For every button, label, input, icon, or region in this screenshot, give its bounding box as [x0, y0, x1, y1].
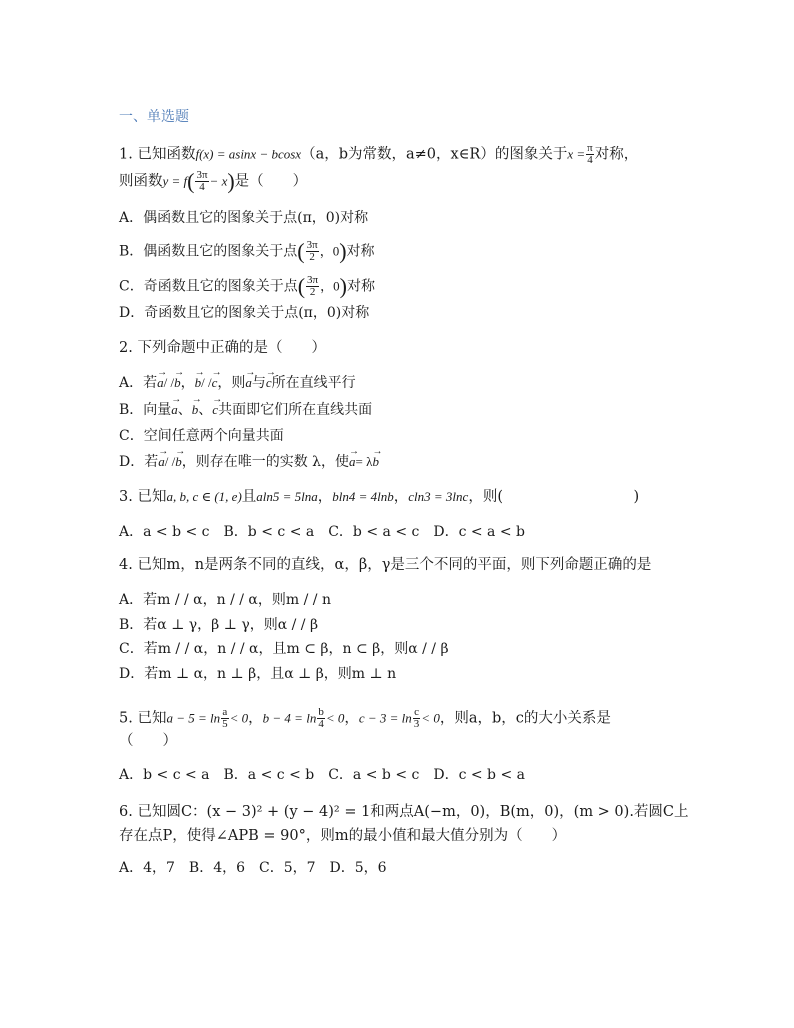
question-2-stem: 2. 下列命题中正确的是（ ） — [119, 340, 326, 356]
math-fraction: $\frac{b}{4}$ — [318, 706, 324, 730]
question-3-stem: 3. 已知a, b, c ∈ (1, e)且aln5 = 5lna，bln4 = 4lnb，cln3 = 3lnc，则( ) — [119, 489, 640, 505]
q2-option-d: D．若→ a/ /→ b，则存在唯一的实数 λ，使→ a= λ→ b — [119, 451, 379, 473]
question-text: 已知函数 — [137, 146, 196, 163]
q4-option-b: B．若α ⊥ γ，β ⊥ γ，则α / / β — [119, 617, 319, 633]
q1-option-d: D．奇函数且它的图象关于点(π，0)对称 — [119, 305, 370, 321]
q6-options: A．4，7 B．4，6 C．5，7 D．5，6 — [119, 860, 387, 876]
q4-option-a: A．若m / / α，n / / α，则m / / n — [119, 592, 331, 608]
q3-options: A．a < b < c B．b < c < a C．b < a < c D．c < a < b — [119, 524, 525, 540]
question-text: 对称， — [594, 146, 639, 163]
question-1-line-1 — [119, 143, 638, 166]
question-text: 则函数 — [119, 173, 163, 190]
q2-option-a: A．若→ a/ /→ b，→ b/ /→ c，则→ a与→ c所在直线平行 — [119, 372, 356, 394]
math-fraction: $\frac{c}{3}$ — [413, 706, 420, 730]
vector-c: → c — [212, 399, 218, 421]
math-fraction: $\frac{3\pi}{4}$ — [196, 169, 208, 193]
question-5-paren: （ ） — [119, 733, 177, 749]
q1-option-c: C．奇函数且它的图象关于点( $\frac{3\pi}{2}$ ，0)对称 — [119, 273, 375, 299]
question-number: 1. — [119, 146, 133, 163]
question-5-stem: 5. 已知a − 5 = ln $\frac{a}{5}$ < 0，b − 4 = ln $\frac{b}{4}$ < 0，c − 3 = ln $\frac{c}{3}$ < 0，则a，b，c的大小关系是 — [119, 706, 611, 730]
math-axis-lhs: x = — [567, 146, 586, 162]
vector-a: → a — [349, 451, 356, 473]
vector-b: → b — [192, 399, 199, 421]
math-y: y = f — [162, 173, 188, 189]
question-text: 的图象关于 — [494, 146, 568, 163]
math-fraction: $\frac{3\pi}{2}$ — [307, 274, 319, 298]
vector-b: → b — [175, 451, 182, 473]
vector-c: → c — [212, 372, 218, 394]
vector-a: → a — [245, 372, 252, 394]
vector-c: → c — [266, 372, 272, 394]
question-4-stem: 4. 已知m，n是两条不同的直线，α，β，γ是三个不同的平面，则下列命题正确的是 — [119, 557, 652, 573]
q1-option-a: A．偶函数且它的图象关于点(π，0)对称 — [119, 210, 369, 226]
q1-option-b: B．偶函数且它的图象关于点( $\frac{3\pi}{2}$ ，0)对称 — [119, 238, 375, 264]
math-function: f(x) = asinx − bcosx — [195, 146, 302, 162]
q4-option-d: D．若m ⊥ α，n ⊥ β，且α ⊥ β，则m ⊥ n — [119, 666, 397, 682]
q2-option-b: B．向量→ a、→ b、→ c共面即它们所在直线共面 — [119, 399, 372, 421]
question-1-line-2: 则函数y = f( $\frac{3\pi}{4}$ − x)是（ ） — [119, 168, 308, 194]
question-text: 是（ ） — [234, 173, 308, 190]
vector-a: → a — [171, 399, 178, 421]
math-fraction: $\frac{\pi}{4}$ — [587, 142, 593, 166]
vector-b: → b — [174, 372, 181, 394]
q2-option-c: C．空间任意两个向量共面 — [119, 428, 284, 444]
vector-a: → a — [157, 372, 164, 394]
question-6-line-2: 存在点P，使得∠APB = 90°，则m的最小值和最大值分别为（ ） — [119, 828, 567, 844]
question-6-line-1: 6. 已知圆C：(x − 3)² + (y − 4)² = 1和两点A(−m，0)，B(m，0)，(m > 0).若圆C上 — [119, 804, 689, 820]
math-fraction: $\frac{a}{5}$ — [222, 706, 228, 730]
section-title: 一、单选题 — [119, 109, 189, 125]
question-text: （a，b为常数，a≠0，x∈R） — [301, 146, 495, 163]
math-arg-tail: − x — [209, 173, 228, 189]
math-fraction: $\frac{3\pi}{2}$ — [306, 239, 318, 263]
vector-b: → b — [195, 372, 202, 394]
q4-option-c: C．若m / / α，n / / α，且m ⊂ β，n ⊂ β，则α / / β — [119, 641, 449, 657]
vector-b: → b — [372, 451, 379, 473]
q5-options: A．b < c < a B．a < c < b C．a < b < c D．c < b < a — [119, 767, 525, 783]
vector-a: → a — [158, 451, 165, 473]
